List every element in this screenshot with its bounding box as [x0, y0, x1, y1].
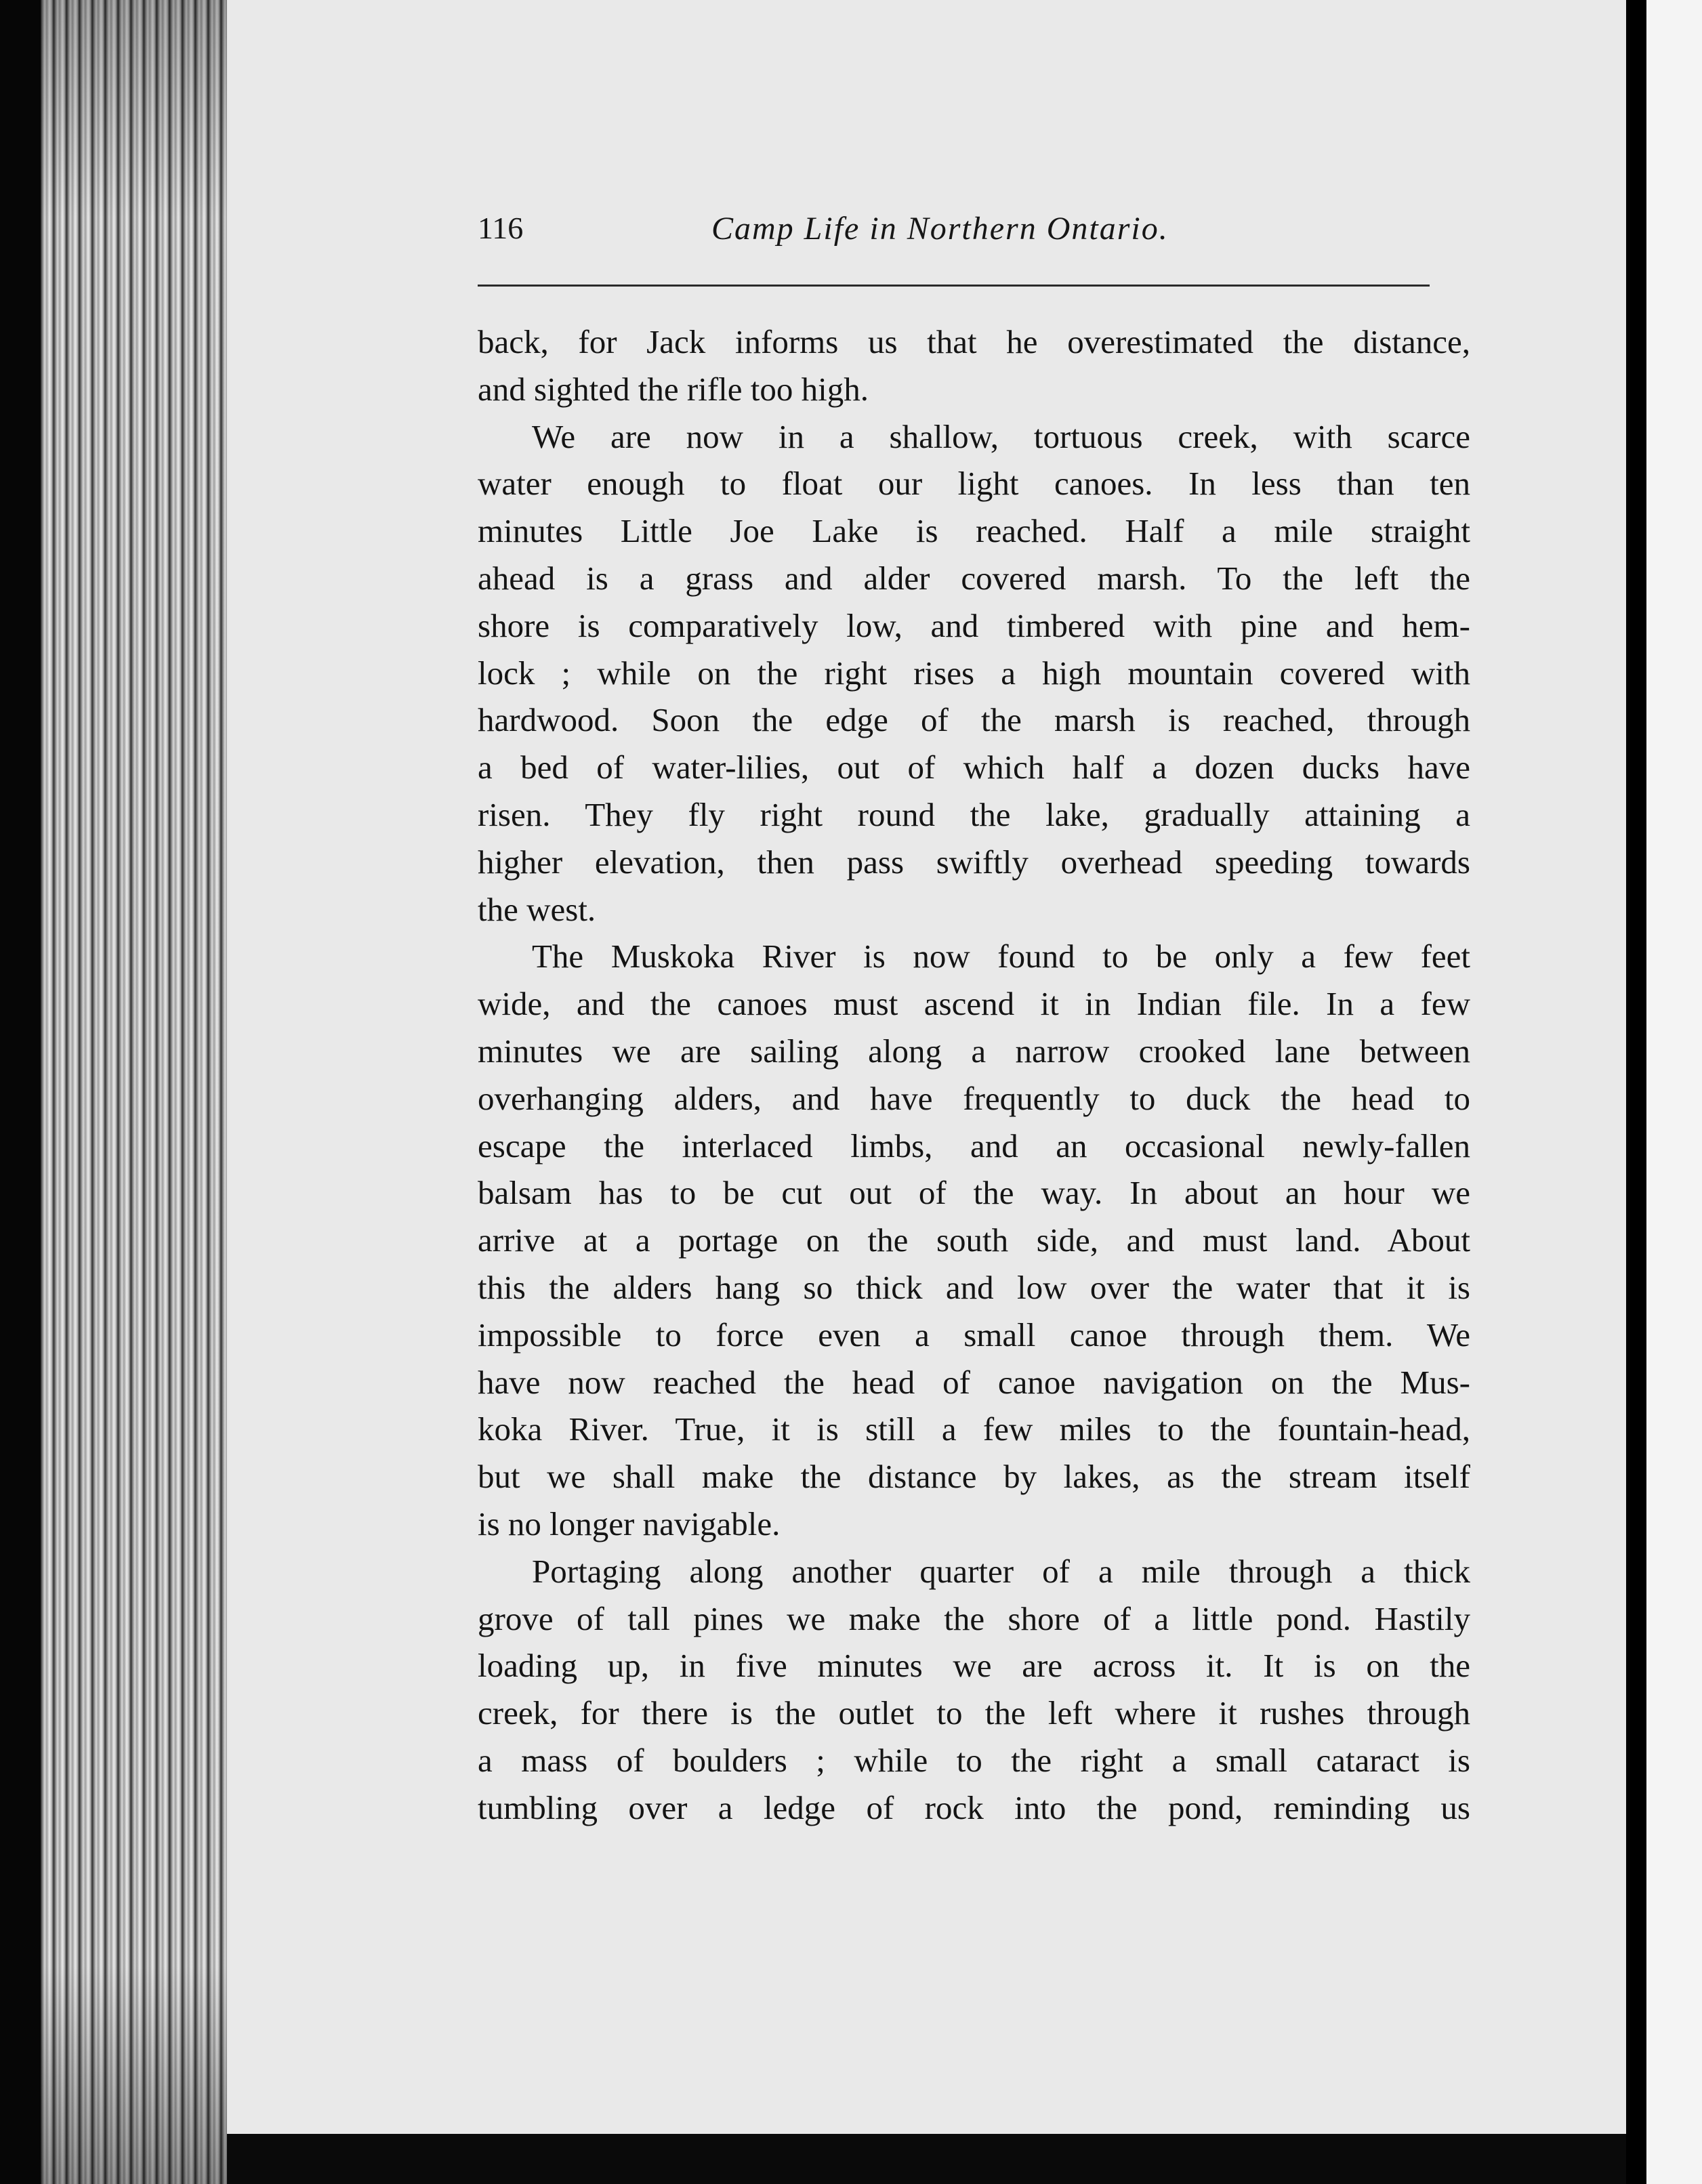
text-line: balsam has to be cut out of the way. In about an hour we	[478, 1174, 1470, 1212]
header-rule	[478, 285, 1430, 287]
text-line: minutes we are sailing along a narrow crooked lane between	[478, 1032, 1470, 1070]
running-head	[478, 210, 1467, 264]
text-line: the west.	[478, 890, 596, 928]
text-line: but we shall make the distance by lakes, as the stream itself	[478, 1458, 1470, 1496]
text-line: a mass of boulders ; while to the right a small cataract is	[478, 1741, 1470, 1779]
text-line: arrive at a portage on the south side, and must land. About	[478, 1221, 1470, 1259]
text-line: We are now in a shallow, tortuous creek, with scarce	[532, 417, 1470, 455]
gutter-shadow	[1626, 0, 1646, 2184]
text-line: shore is comparatively low, and timbered with pine and hem-	[478, 606, 1470, 644]
text-line: back, for Jack informs us that he overestimated the distance,	[478, 323, 1470, 360]
text-line: minutes Little Joe Lake is reached. Half a mile straight	[478, 512, 1470, 550]
text-line: loading up, in five minutes we are across it. It is on the	[478, 1647, 1470, 1685]
book-title: Camp Life in Northern Ontario.	[711, 211, 1169, 247]
text-line: is no longer navigable.	[478, 1505, 781, 1542]
text-line: wide, and the canoes must ascend it in Indian file. In a few	[478, 985, 1470, 1023]
text-line: tumbling over a ledge of rock into the pond, reminding us	[478, 1788, 1470, 1826]
text-line: koka River. True, it is still a few miles to the fountain-head,	[478, 1410, 1470, 1448]
text-line: and sighted the rifle too high.	[478, 370, 869, 408]
page-number: 116	[478, 211, 524, 245]
text-line: hardwood. Soon the edge of the marsh is reached, through	[478, 701, 1470, 739]
scan-border	[227, 2134, 1626, 2184]
text-line: this the alders hang so thick and low over the water that it is	[478, 1268, 1470, 1306]
page-edges	[41, 0, 230, 2184]
text-line: risen. They fly right round the lake, gradually attaining a	[478, 795, 1470, 833]
text-line: ahead is a grass and alder covered marsh. To the left the	[478, 559, 1470, 597]
text-line: impossible to force even a small canoe through them. We	[478, 1316, 1470, 1353]
text-line: a bed of water-lilies, out of which half a dozen ducks have	[478, 749, 1470, 786]
text-line: Portaging along another quarter of a mile through a thick	[532, 1552, 1470, 1590]
text-line: lock ; while on the right rises a high mountain covered with	[478, 654, 1470, 692]
text-line: water enough to float our light canoes. In less than ten	[478, 465, 1470, 503]
text-line: escape the interlaced limbs, and an occasional newly-fallen	[478, 1127, 1470, 1164]
body-text	[478, 318, 1470, 1832]
text-line: overhanging alders, and have frequently to duck the head to	[478, 1079, 1470, 1117]
text-line: creek, for there is the outlet to the left where it rushes through	[478, 1694, 1470, 1732]
text-line: grove of tall pines we make the shore of a little pond. Hastily	[478, 1599, 1470, 1637]
facing-page-edge	[1646, 0, 1702, 2184]
text-line: have now reached the head of canoe navigation on the Mus-	[478, 1363, 1470, 1401]
text-line: The Muskoka River is now found to be only a few feet	[532, 938, 1470, 975]
text-line: higher elevation, then pass swiftly overhead speeding towards	[478, 843, 1470, 881]
